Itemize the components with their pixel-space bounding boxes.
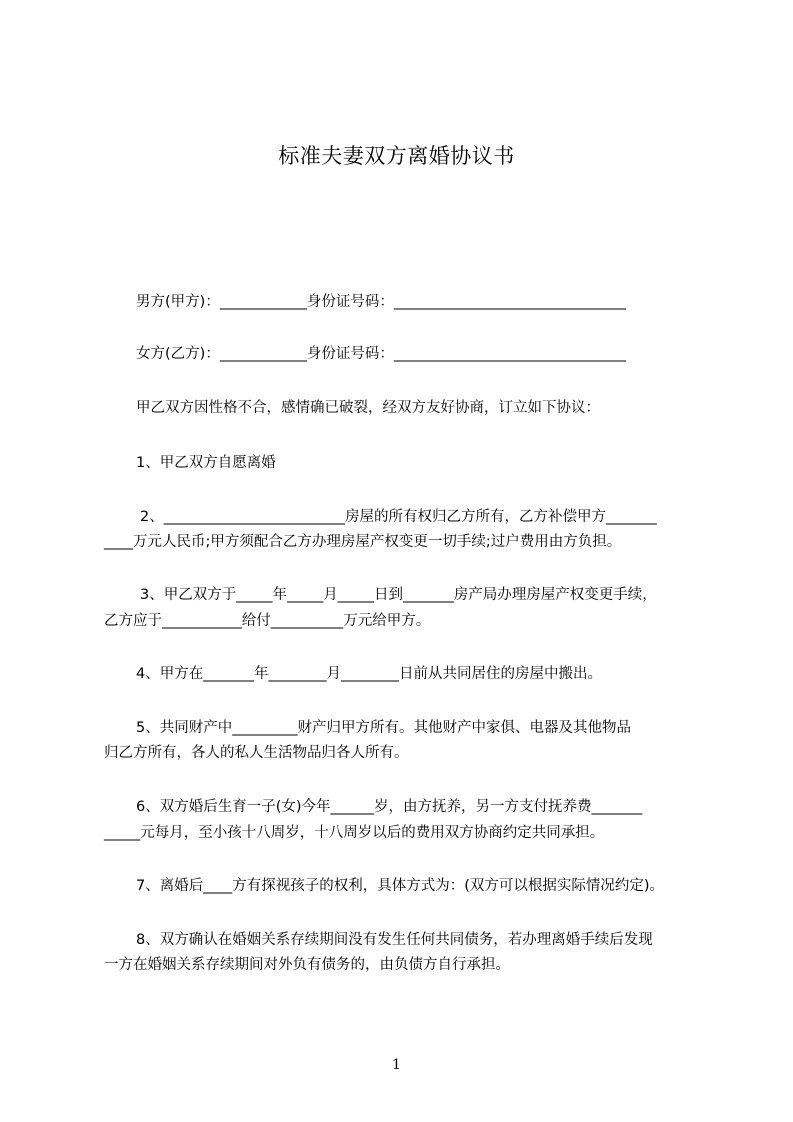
document-title: 标准夫妻双方离婚协议书: [278, 144, 515, 168]
clause-5-line-2: 归乙方所有，各人的私人生活物品归各人所有。: [104, 745, 409, 761]
clause-3-line-2: 乙方应于___________给付__________万元给甲方。: [104, 613, 431, 629]
clause-7: 7、离婚后____方有探视孩子的权利，具体方式为：(双方可以根据实际情况约定)。: [136, 878, 665, 894]
clause-4: 4、甲方在_______年________月________日前从共同居住的房屋中搬出。: [136, 666, 602, 682]
clause-2-line-1: 2、_________________________房屋的所有权归乙方所有，乙方补偿甲方_______: [140, 509, 657, 525]
wife-info-line: 女方(乙方)：____________身份证号码：________________________________: [136, 346, 626, 362]
intro-paragraph: 甲乙双方因性格不合，感情确已破裂，经双方友好协商，订立如下协议：: [136, 400, 600, 416]
clause-5-line-1: 5、共同财产中_________财产归甲方所有。其他财产中家俱、电器及其他物品: [136, 720, 631, 736]
clause-6-line-1: 6、双方婚后生育一子(女)今年______岁，由方抚养，另一方支付抚养费_______: [136, 799, 643, 815]
clause-2-line-2: ____万元人民币;甲方须配合乙方办理房屋产权变更一切手续;过户费用由方负担。: [104, 534, 622, 550]
clause-8-line-1: 8、双方确认在婚姻关系存续期间没有发生任何共同债务，若办理离婚手续后发现: [136, 932, 653, 948]
clause-1: 1、甲乙双方自愿离婚: [136, 455, 276, 471]
clause-6-line-2: _____元每月，至小孩十八周岁，十八周岁以后的费用双方协商约定共同承担。: [104, 825, 605, 841]
clause-8-line-2: 一方在婚姻关系存续期间对外负有债务的，由负债方自行承担。: [104, 957, 510, 973]
page-number: 1: [392, 1057, 401, 1073]
clause-3-line-1: 3、甲乙双方于_____年_____月_____日到_______房产局办理房屋产权变更手续，: [140, 587, 657, 603]
husband-info-line: 男方(甲方)：____________身份证号码：________________________________: [136, 294, 626, 310]
